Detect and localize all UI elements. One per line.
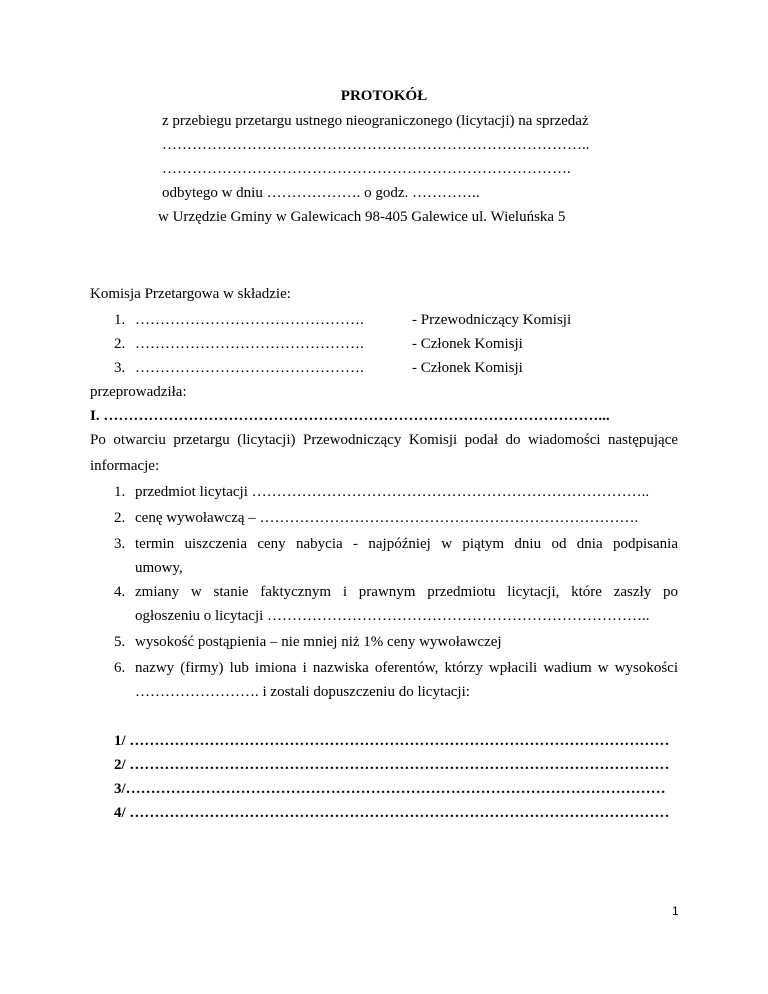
list-item-text: przedmiot licytacji …………………………………………………………………….. bbox=[135, 484, 650, 500]
committee-member-dots: ………………………………………. bbox=[135, 312, 364, 328]
list-item-number: 4. bbox=[114, 584, 126, 600]
list-item-number: 1. bbox=[114, 484, 126, 500]
list-item-number: 6. bbox=[114, 660, 126, 676]
paragraph-line: Po otwarciu przetargu (licytacji) Przewodniczący Komisji podał do wiadomości następujące bbox=[90, 432, 678, 448]
committee-member-role: - Członek Komisji bbox=[412, 336, 523, 352]
header-dots-1: ………………………………………………………………………….. bbox=[162, 137, 590, 153]
list-item-text: nazwy (firmy) lub imiona i nazwiska oferentów, którzy wpłacili wadium w wysokości bbox=[135, 660, 678, 676]
list-item-continuation: ogłoszeniu o licytacji ………………………………………………………………….. bbox=[135, 608, 650, 624]
committee-member-dots: ………………………………………. bbox=[135, 360, 364, 376]
list-item-number: 2. bbox=[114, 510, 126, 526]
committee-member-dots: ………………………………………. bbox=[135, 336, 364, 352]
header-date-time: odbytego w dniu ………………. o godz. ………….. bbox=[162, 185, 480, 201]
bidder-line: 1/ ……………………………………………………………………………………………… bbox=[114, 733, 670, 749]
committee-member-number: 1. bbox=[114, 312, 126, 328]
bidder-line: 2/ ……………………………………………………………………………………………… bbox=[114, 757, 670, 773]
paragraph-line: informacje: bbox=[90, 458, 160, 474]
list-item-text: termin uiszczenia ceny nabycia - najpóźniej w piątym dniu od dnia podpisania bbox=[135, 536, 678, 552]
header-dots-2: ………………………………………………………………………. bbox=[162, 161, 571, 177]
page-number: 1 bbox=[672, 904, 679, 918]
list-item-text: wysokość postąpienia – nie mniej niż 1% ceny wywoławczej bbox=[135, 634, 502, 650]
list-item-continuation: umowy, bbox=[135, 560, 183, 576]
committee-conducted: przeprowadziła: bbox=[90, 384, 187, 400]
list-item-text: cenę wywoławczą – …………………………………………………………………. bbox=[135, 510, 639, 526]
list-item-number: 5. bbox=[114, 634, 126, 650]
list-item-continuation: ……………………. i zostali dopuszczeniu do licytacji: bbox=[135, 684, 470, 700]
committee-intro: Komisja Przetargowa w składzie: bbox=[90, 286, 291, 302]
list-item-number: 3. bbox=[114, 536, 126, 552]
list-item-text: zmiany w stanie faktycznym i prawnym przedmiotu licytacji, które zaszły po bbox=[135, 584, 678, 600]
committee-member-number: 2. bbox=[114, 336, 126, 352]
committee-member-number: 3. bbox=[114, 360, 126, 376]
committee-member-role: - Członek Komisji bbox=[412, 360, 523, 376]
bidder-line: 3/……………………………………………………………………………………………… bbox=[114, 781, 666, 797]
header-location: w Urzędzie Gminy w Galewicach 98-405 Galewice ul. Wieluńska 5 bbox=[158, 209, 566, 225]
section-heading: I. ………………………………………………………………………………………... bbox=[90, 408, 610, 424]
bidder-line: 4/ ……………………………………………………………………………………………… bbox=[114, 805, 670, 821]
header-line-purpose: z przebiegu przetargu ustnego nieograniczonego (licytacji) na sprzedaż bbox=[162, 113, 589, 129]
committee-member-role: - Przewodniczący Komisji bbox=[412, 312, 572, 328]
document-title: PROTOKÓŁ bbox=[340, 88, 428, 104]
